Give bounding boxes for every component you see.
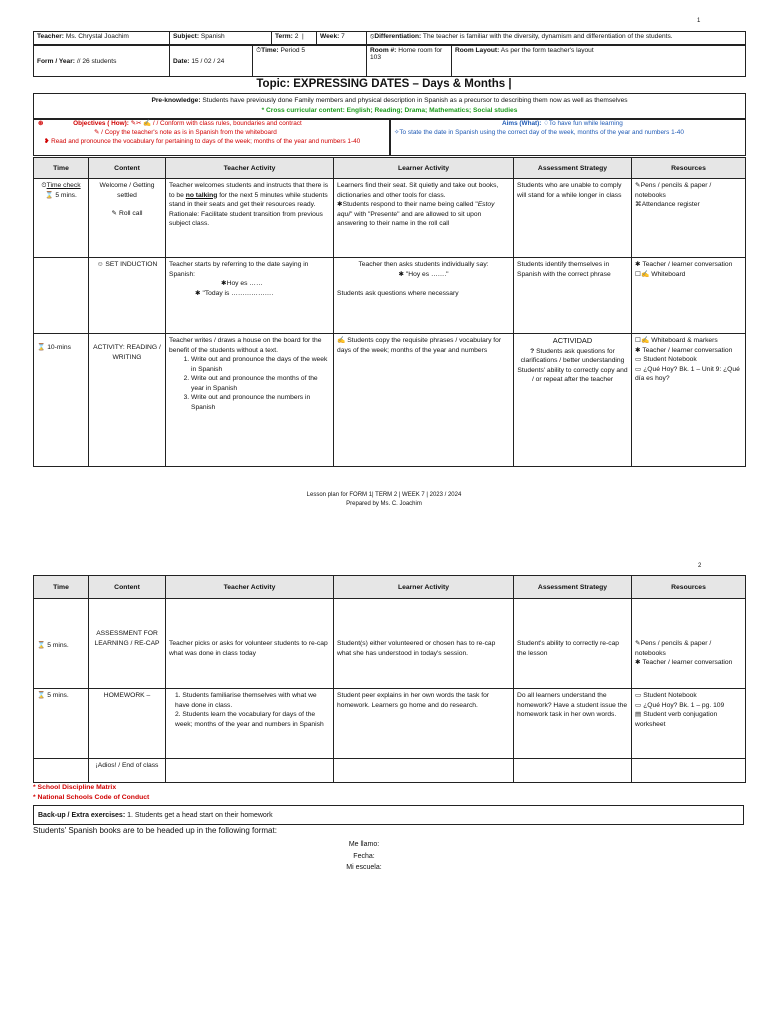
time-cell bbox=[34, 258, 89, 334]
book-line: Mi escuela: bbox=[346, 864, 382, 872]
time-cell: ⌛ 10-mins bbox=[34, 334, 89, 467]
clock-icon: ⏱ bbox=[256, 47, 262, 54]
col-learner-activity: Learner Activity bbox=[334, 158, 514, 179]
preknowledge-box: Pre-knowledge: Students have previously done Family members and physical description in Spanish as a precursor to describing them now as well as themselves * Cross curricular content: English; Reading; Drama; Mathematics; Social studies bbox=[33, 93, 746, 120]
register-icon: ⌘ bbox=[635, 201, 642, 209]
teacher-task-list: 1. Write out and pronounce the days of the week in Spanish 2. Write out and pronounce the months of the year in Spanish 3. Write out and pronounce the numbers in Spanish bbox=[169, 355, 330, 412]
book-icon: ▭ bbox=[635, 692, 642, 699]
speech-icon: ✱ bbox=[635, 659, 641, 667]
table-row bbox=[34, 258, 746, 334]
col-time: Time bbox=[34, 158, 89, 179]
resources-cell: ✎Pens / pencils & paper / notebooks ⌘Attendance register bbox=[632, 179, 746, 258]
book-line: Fecha: bbox=[353, 852, 375, 860]
assessment-cell: Students who are unable to comply will stand for a while longer in class bbox=[514, 179, 632, 258]
week-cell: Week: 7 bbox=[317, 32, 367, 45]
speech-icon: ✱ bbox=[195, 289, 201, 297]
discipline-notes: * School Discipline Matrix * National Schools Code of Conduct bbox=[33, 784, 150, 801]
subject-cell: Subject: Spanish bbox=[170, 32, 272, 45]
room-cell: Room #: Home room for 103 bbox=[367, 46, 452, 77]
clock-icon: ⏲ bbox=[41, 182, 47, 189]
lesson-plan-table-page2 bbox=[33, 575, 746, 783]
teacher-name: Ms. Chrystal Joachim bbox=[65, 33, 129, 40]
assessment-cell bbox=[514, 759, 632, 783]
content-cell: Welcome / Getting settled ✎ Roll call bbox=[89, 179, 166, 258]
term-cell: Term: 2 | bbox=[272, 32, 317, 45]
speech-icon: ✱ bbox=[635, 346, 641, 354]
star-icon: ✧ bbox=[394, 128, 400, 136]
assessment-cell: Student's ability to correctly re-cap the lesson bbox=[514, 599, 632, 689]
speech-icon: ✱ bbox=[635, 261, 641, 268]
table-header-row bbox=[34, 158, 746, 179]
time-cell: ⏱Time: Period 5 bbox=[253, 46, 367, 77]
book-line: Me llamo: bbox=[348, 841, 380, 848]
book-icon: ▭ bbox=[635, 701, 642, 709]
speech-icon: ✱ bbox=[221, 280, 227, 288]
col-resources: Resources bbox=[632, 576, 746, 599]
teacher-activity-cell: Teacher picks or asks for volunteer students to re-cap what was done in class today bbox=[166, 599, 334, 689]
checklist-icon: ✎ bbox=[111, 210, 118, 218]
page-number: 2 bbox=[698, 563, 702, 569]
teacher-activity-cell: Teacher writes / draws a house on the board for the benefit of the students without a text. 1. Write out and pronounce the days of the week in Spanish 2. Write out and pronounce the months of the year in Spanish 3. Write out and pronounce the numbers in Spanish bbox=[166, 334, 334, 467]
hourglass-icon: ⌛ bbox=[37, 344, 46, 351]
table-row bbox=[34, 179, 746, 258]
room-layout-cell: Room Layout: As per the form teacher's layout bbox=[452, 46, 746, 77]
assessment-cell: Do all learners understand the homework? Have a student issue the homework task in her own words. bbox=[514, 689, 632, 759]
heart-icon: ♢ bbox=[543, 120, 549, 127]
date-cell: Date: 15 / 02 / 24 bbox=[170, 46, 253, 77]
page1-footer: Lesson plan for FORM 1| TERM 2 | WEEK 7 | 2023 / 2024 Prepared by Ms. C. Joachim bbox=[306, 492, 462, 507]
learner-activity-cell: Teacher then asks students individually say: ✱ "Hoy es ……." Students ask questions where necessary bbox=[334, 258, 514, 334]
content-cell: ☺ SET INDUCTION bbox=[89, 258, 166, 334]
pencil-icon: ✎ bbox=[94, 129, 100, 137]
differentiation-icon: ⦸ bbox=[370, 33, 375, 40]
writing-icon: ✍ bbox=[337, 337, 346, 344]
teacher-activity-cell: 1. Students familiarise themselves with what we have done in class. 2. Students learn the vocabulary for days of the week; months of the year and numbers in Spanish bbox=[166, 689, 334, 759]
learner-activity-cell: ✍ Students copy the requisite phrases / vocabulary for days of the week; months of the year and numbers bbox=[334, 334, 514, 467]
col-assessment-strategy: Assessment Strategy bbox=[514, 158, 632, 179]
table-header-row bbox=[34, 576, 746, 599]
content-cell: ¡Adios! / End of class bbox=[89, 759, 166, 783]
resources-cell: ☐✍ Whiteboard & markers ✱ Teacher / learner conversation ▭ Student Notebook ▭ ¿Qué Hoy? Bk. 1 – Unit 9: ¿Qué día es hoy? bbox=[632, 334, 746, 467]
content-cell: ASSESSMENT FOR LEARNING / RE-CAP bbox=[89, 599, 166, 689]
objectives-box: ⊛ Objectives ( How): ✎✂ ✍ / / Conform with class rules, boundaries and contract ✎ / Copy the teacher's note as is in Spanish from the whiteboard ❥ Read and pronounce the vocabulary for pertaining to days of the week; months of the year and numbers 1-40 bbox=[33, 118, 391, 156]
preknowledge-text: Students have previously done Family members and physical description in Spanish as a precursor to describing them now as well as themselves bbox=[202, 97, 628, 104]
table-row bbox=[34, 689, 746, 759]
col-content: Content bbox=[89, 158, 166, 179]
teacher-activity-cell bbox=[166, 759, 334, 783]
target-icon: ⊛ bbox=[38, 120, 44, 127]
resources-cell: ✎Pens / pencils & paper / notebooks ✱ Teacher / learner conversation bbox=[632, 599, 746, 689]
whiteboard-icon: ☐✍ bbox=[635, 270, 650, 278]
col-learner-activity: Learner Activity bbox=[334, 576, 514, 599]
backup-text: 1. Students get a head start on their homework bbox=[127, 812, 273, 819]
table-row bbox=[34, 334, 746, 467]
learner-activity-cell: Learners find their seat. Sit quietly and take out books, dictionaries and other tools for class. ✱Students respond to their name being called "Estoy aquí" with "Presente" and are allowed to sit upon answering to their name in the roll call bbox=[334, 179, 514, 258]
aims-box: Aims (What): ♢To have fun while learning ✧To state the date in Spanish using the correct day of the week, months of the year and numbers 1-40 bbox=[389, 118, 746, 156]
book-format bbox=[0, 839, 728, 874]
time-cell: ⌛ 5 mins. bbox=[34, 599, 89, 689]
content-cell: ACTIVITY: READING / WRITING bbox=[89, 334, 166, 467]
lesson-topic: Topic: EXPRESSING DATES – Days & Months | bbox=[256, 78, 512, 90]
learner-activity-cell: Student peer explains in her own words the task for homework. Learners go home and do research. bbox=[334, 689, 514, 759]
resources-cell bbox=[632, 759, 746, 783]
teacher-activity-cell: Teacher welcomes students and instructs that there is to be no talking for the next 5 minutes while students stand in their seats and get their resources ready. Rationale: Facilitate student transition from previous subject class. bbox=[166, 179, 334, 258]
col-content: Content bbox=[89, 576, 166, 599]
page-number: 1 bbox=[697, 18, 701, 24]
book-icon: ▭ bbox=[635, 356, 642, 364]
col-resources: Resources bbox=[632, 158, 746, 179]
pencil-icon: ✎ bbox=[635, 640, 641, 647]
hourglass-icon: ⌛ bbox=[37, 692, 46, 699]
assessment-cell: Students identify themselves in Spanish with the correct phrase bbox=[514, 258, 632, 334]
hourglass-icon: ⌛ bbox=[37, 642, 46, 649]
differentiation-cell: ⦸Differentiation: The teacher is familiar with the diversity, dynamism and differentiation of the students. bbox=[367, 32, 746, 45]
table-row bbox=[34, 599, 746, 689]
assessment-cell: ACTIVIDAD ? Students ask questions for clarifications / better understanding Students' ability to correctly copy and / or repeat after the teacher bbox=[514, 334, 632, 467]
backup-box: Back-up / Extra exercises: 1. Students get a head start on their homework bbox=[33, 805, 744, 825]
subject-value: Spanish bbox=[200, 33, 225, 40]
col-time: Time bbox=[34, 576, 89, 599]
time-cell bbox=[34, 759, 89, 783]
smiley-icon: ☺ bbox=[96, 261, 104, 268]
table-row bbox=[34, 759, 746, 783]
question-icon: ? bbox=[530, 347, 535, 355]
teacher-activity-cell: Teacher starts by referring to the date saying in Spanish: ✱Hoy es …… ✱ "Today is ………………. bbox=[166, 258, 334, 334]
col-teacher-activity: Teacher Activity bbox=[166, 576, 334, 599]
resources-cell: ▭ Student Notebook ▭ ¿Qué Hoy? Bk. 1 – pg. 109 ▤ Student verb conjugation worksheet bbox=[632, 689, 746, 759]
learner-activity-cell: Student(s) either volunteered or chosen has to re-cap what she has understood in today's session. bbox=[334, 599, 514, 689]
time-cell: ⌛ 5 mins. bbox=[34, 689, 89, 759]
resources-cell: ✱ Teacher / learner conversation ☐✍ Whiteboard bbox=[632, 258, 746, 334]
whiteboard-icon: ☐✍ bbox=[635, 337, 650, 344]
megaphone-icon: ✱ bbox=[337, 201, 343, 209]
objectives-title: Objectives ( How): bbox=[73, 120, 129, 127]
objectives-icons: ✎✂ ✍ / bbox=[130, 120, 155, 127]
hourglass-icon: ⌛ bbox=[45, 191, 54, 199]
worksheet-icon: ▤ bbox=[635, 711, 642, 719]
content-cell: HOMEWORK – bbox=[89, 689, 166, 759]
speak-icon: ❥ bbox=[44, 137, 50, 145]
header-table bbox=[33, 31, 746, 45]
col-teacher-activity: Teacher Activity bbox=[166, 158, 334, 179]
pencil-icon: ✎ bbox=[635, 182, 641, 189]
time-cell: ⏲Time check ⌛ 5 mins. bbox=[34, 179, 89, 258]
header-table-row2 bbox=[33, 45, 746, 77]
form-cell: Form / Year: // 26 students bbox=[34, 46, 170, 77]
book-icon: ▭ bbox=[635, 365, 642, 373]
books-heading: Students' Spanish books are to be headed up in the following format: bbox=[33, 826, 277, 835]
col-assessment-strategy: Assessment Strategy bbox=[514, 576, 632, 599]
cross-curricular: * Cross curricular content: English; Reading; Drama; Mathematics; Social studies bbox=[261, 106, 518, 114]
speech-icon: ✱ bbox=[398, 270, 405, 278]
learner-activity-cell bbox=[334, 759, 514, 783]
lesson-plan-table bbox=[33, 157, 746, 467]
teacher-cell: Teacher: Ms. Chrystal Joachim bbox=[34, 32, 170, 45]
